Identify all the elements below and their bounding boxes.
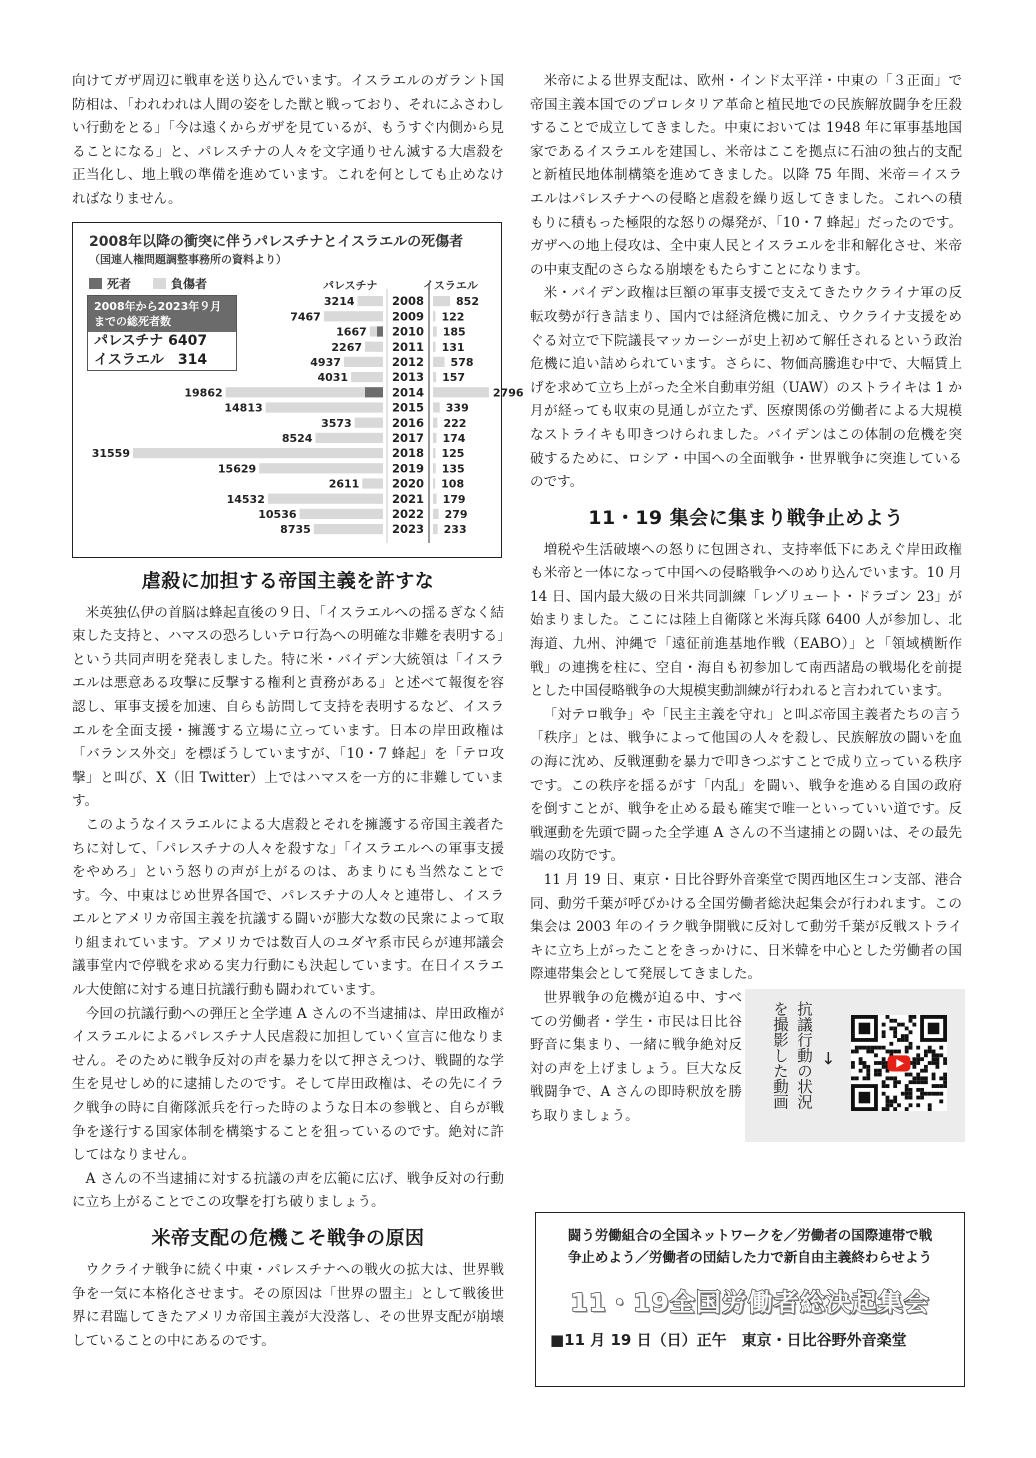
bar-israel-injured: [433, 493, 437, 503]
year-label: 2010: [391, 324, 425, 339]
bar-israel-injured: [433, 478, 435, 488]
qr-module: [932, 1073, 936, 1077]
qr-module: [912, 1076, 916, 1080]
data-label-israel: 179: [442, 492, 466, 506]
total-deaths-israel: イスラエル 314: [94, 351, 208, 368]
qr-module: [886, 1084, 890, 1088]
qr-module: [866, 1073, 870, 1077]
header-palestine: パレスチナ: [323, 278, 378, 292]
bar-palestine-injured: [324, 311, 383, 321]
qr-module: [882, 1065, 886, 1069]
qr-module: [893, 1034, 897, 1038]
total-deaths-box: [87, 295, 237, 371]
qr-module: [909, 1042, 913, 1046]
qr-module: [851, 1061, 855, 1065]
qr-module: [901, 1023, 905, 1027]
data-label-palestine: 14532: [226, 492, 265, 506]
bar-israel-injured: [433, 508, 439, 518]
total-deaths-header-line2: までの総死者数: [94, 314, 171, 328]
qr-module: [886, 1096, 890, 1100]
qr-module: [909, 1092, 913, 1096]
qr-module: [889, 1042, 893, 1046]
paragraph: 世界戦争の危機が迫る中、すべての労働者・学生・市民は日比谷野音に集まり、一緒に戦争絶対反対の声を上げましょう。巨大な反戦闘争で、A さんの即時釈放を勝ち取りましょう。: [530, 989, 742, 1124]
qr-module: [905, 1088, 909, 1092]
qr-module: [909, 1073, 913, 1077]
qr-module: [893, 1099, 897, 1103]
bar-israel-injured: [433, 524, 438, 534]
qr-module: [935, 1061, 939, 1065]
qr-module: [916, 1076, 920, 1080]
qr-module: [905, 1050, 909, 1054]
qr-module: [939, 1092, 943, 1096]
qr-module: [886, 1015, 890, 1019]
qr-module: [878, 1046, 882, 1050]
qr-module: [943, 1076, 947, 1080]
qr-module: [893, 1076, 897, 1080]
paragraph: 米・バイデン政権は巨額の軍事支援で支えてきたウクライナ軍の反転攻勢が行き詰まり、国内では経済危機に加え、ウクライナ支援をめぐる対立で下院議長マッカーシーが史上初めて解任されるという政治危機に追い詰められています。さらに、物価高騰進む中で、大幅賃上げを求めて立ち上がった全米自動車労組（UAW）のストライキは 1 か月が経っても収束の見通しが立たず、医療関係の労働者による大規模なストライキも叩きつけられました。バイデンはこの体制の危機を突破するために、ロシア・中国への全面戦争・世界戦争に突進しているのです。: [530, 285, 962, 491]
qr-module: [882, 1061, 886, 1065]
casualty-chart: [72, 222, 524, 558]
qr-module: [928, 1107, 932, 1111]
qr-module: [870, 1046, 874, 1050]
qr-module: [851, 1065, 855, 1069]
chart-title: 2008年以降の衝突に伴うパレスチナとイスラエルの死傷者: [89, 233, 464, 250]
qr-module: [916, 1088, 920, 1092]
qr-section: [530, 987, 962, 1147]
section-heading: 11・19 集会に集まり戦争止めよう: [588, 506, 904, 529]
qr-module: [916, 1103, 920, 1107]
qr-module: [916, 1046, 920, 1050]
data-label-palestine: 4031: [317, 370, 349, 384]
bar-palestine-injured: [300, 508, 383, 518]
qr-module: [874, 1046, 878, 1050]
data-label-palestine: 31559: [91, 446, 130, 460]
bar-palestine-injured: [266, 402, 383, 412]
data-label-israel: 222: [443, 416, 467, 430]
bar-palestine-injured: [226, 387, 383, 397]
qr-module: [886, 1099, 890, 1103]
qr-module: [943, 1080, 947, 1084]
qr-module: [920, 1076, 924, 1080]
qr-module: [928, 1050, 932, 1054]
qr-module: [912, 1023, 916, 1027]
qr-module: [909, 1103, 913, 1107]
bar-palestine-injured: [268, 493, 383, 503]
qr-module: [935, 1092, 939, 1096]
qr-finder: [859, 1092, 871, 1104]
qr-module: [882, 1057, 886, 1061]
paragraph: A さんの不当逮捕に対する抗議の声を広範に広げ、戦争反対の行動に立ち上がることでこの攻撃を打ち破りましょう。: [72, 1170, 504, 1211]
paragraph: ウクライナ戦争に続く中東・パレスチナへの戦火の拡大は、世界戦争を一気に本格化させます。その原因は「世界の盟主」として戦後世界に君臨してきたアメリカ帝国主義が大没落し、その世界支配が崩壊していることの中にあるのです。: [72, 1262, 504, 1349]
year-label: 2018: [391, 445, 425, 460]
qr-module: [928, 1103, 932, 1107]
data-label-israel: 131: [441, 340, 465, 354]
qr-module: [893, 1050, 897, 1054]
qr-module: [909, 1088, 913, 1092]
qr-module: [882, 1107, 886, 1111]
qr-module: [897, 1038, 901, 1042]
qr-module: [928, 1092, 932, 1096]
qr-finder: [928, 1023, 940, 1035]
chart-subtitle: （国連人権問題調整事務所の資料より）: [89, 252, 287, 266]
qr-module: [932, 1076, 936, 1080]
qr-module: [916, 1073, 920, 1077]
qr-module: [870, 1050, 874, 1054]
qr-module: [939, 1046, 943, 1050]
bar-palestine-injured: [365, 341, 383, 351]
qr-module: [893, 1019, 897, 1023]
qr-module: [916, 1057, 920, 1061]
legend-injured-label: 負傷者: [171, 276, 208, 291]
paragraph: このようなイスラエルによる大虐殺とそれを擁護する帝国主義者たちに対して、「パレスチナの人々を殺すな」「イスラエルへの軍事支援をやめろ」という怒りの声が上がるのは、あまりにも当然なことです。今、中東はじめ世界各国で、パレスチナの人々と連帯し、イスラエルとアメリカ帝国主義を抗議する闘いが膨大な数の民衆によって取り組まれています。アメリカでは数百人のユダヤ系市民らが連邦議会議事堂内で停戦を求める実力行動にも決起しています。在日イスラエル大使館に対する連日抗議行動も闘われています。: [72, 816, 504, 999]
qr-module: [939, 1053, 943, 1057]
qr-module: [943, 1057, 947, 1061]
qr-module: [932, 1053, 936, 1057]
data-label-israel: 233: [443, 522, 467, 536]
qr-caption-line1: 抗議行動の状況: [795, 1000, 813, 1110]
qr-module: [878, 1069, 882, 1073]
qr-module: [886, 1076, 890, 1080]
qr-module: [932, 1061, 936, 1065]
notice-slogan-line2: 争止めよう／労働者の団結した力で新自由主義終わらせよう: [567, 1250, 933, 1266]
data-label-palestine: 2267: [331, 340, 363, 354]
qr-module: [889, 1050, 893, 1054]
data-label-palestine: 15629: [217, 461, 257, 475]
year-label: 2014: [391, 384, 425, 399]
legend-injured-swatch: [153, 278, 166, 289]
rally-date-venue: ■11 月 19 日（日）正午 東京・日比谷野外音楽堂: [550, 1331, 907, 1349]
qr-module: [851, 1050, 855, 1054]
data-label-palestine: 8524: [281, 431, 313, 445]
year-label: 2009: [391, 308, 425, 323]
qr-module: [932, 1050, 936, 1054]
qr-module: [878, 1061, 882, 1065]
rally-title: 11・19全国労働者総決起集会: [570, 1288, 930, 1317]
bar-palestine-deaths: [365, 387, 383, 397]
qr-module: [886, 1103, 890, 1107]
qr-module: [901, 1092, 905, 1096]
bar-israel-injured: [433, 432, 436, 442]
qr-module: [878, 1073, 882, 1077]
data-label-israel: 125: [441, 446, 465, 460]
data-label-israel: 122: [441, 309, 465, 323]
qr-module: [939, 1084, 943, 1088]
bar-palestine-injured: [314, 524, 383, 534]
qr-finder: [859, 1023, 871, 1035]
qr-module: [928, 1046, 932, 1050]
data-label-palestine: 4937: [310, 355, 341, 369]
year-label: 2008: [391, 293, 425, 308]
data-label-palestine: 3214: [323, 294, 355, 308]
qr-module: [912, 1065, 916, 1069]
year-label: 2019: [391, 460, 425, 475]
qr-module: [905, 1046, 909, 1050]
bar-palestine-injured: [362, 478, 383, 488]
data-label-israel: 185: [442, 325, 466, 339]
qr-module: [866, 1046, 870, 1050]
paragraph: 向けてガザ周辺に戦車を送り込んでいます。イスラエルのガラント国防相は、「われわれは人間の姿をした獣と戦っており、それにふさわしい行動をとる」「今は遠くからガザを見ているが、もうすぐ内側から見ることになる」と、パレスチナの人々を文字通りせん滅する大虐殺を正当化し、地上戦の準備を進めています。これを何としても止めなければなりません。: [72, 73, 504, 207]
data-label-israel: 852: [456, 294, 480, 308]
bar-israel-injured: [433, 402, 440, 412]
chart-canvas: [73, 223, 524, 557]
qr-module: [874, 1053, 878, 1057]
qr-module: [882, 1023, 886, 1027]
data-label-israel: 135: [441, 461, 465, 475]
qr-module: [893, 1107, 897, 1111]
qr-module: [889, 1103, 893, 1107]
qr-code-icon[interactable]: [851, 1015, 947, 1111]
qr-module: [889, 1019, 893, 1023]
bar-palestine-injured: [133, 448, 383, 458]
legend-deaths-swatch: [89, 278, 102, 289]
qr-module: [893, 1084, 897, 1088]
qr-module: [924, 1050, 928, 1054]
notice-slogan-line1: 闘う労働組合の全国ネットワークを／労働者の国際連帯で戦: [567, 1228, 933, 1244]
qr-module: [916, 1053, 920, 1057]
bar-israel-injured: [433, 387, 489, 397]
paragraph: 米英独仏伊の首脳は蜂起直後の９日、「イスラエルへの揺るぎなく結束した支持と、ハマスの恐ろしいテロ行為への明確な非難を表明する」という共同声明を発表しました。特に米・バイデン大統領は「イスラエルは悪意ある攻撃に反撃する権利と責務がある」と述べて報復を容認し、軍事支援を加速、自らも訪問して支持を表明するなど、イスラエルを全面支援・擁護する立場に立っています。日本の岸田政権は「バランス外交」を標ぼうしていますが、「10・7 蜂起」を「テロ攻撃」と叫び、X（旧 Twitter）上ではハマスを一方的に非難しています。: [72, 604, 504, 810]
qr-module: [859, 1046, 863, 1050]
qr-module: [909, 1015, 913, 1019]
qr-module: [855, 1050, 859, 1054]
qr-module: [874, 1069, 878, 1073]
data-label-israel: 174: [442, 431, 466, 445]
qr-module: [882, 1080, 886, 1084]
bar-israel-injured: [433, 296, 450, 306]
qr-module: [863, 1046, 867, 1050]
qr-module: [855, 1076, 859, 1080]
qr-module: [920, 1080, 924, 1084]
total-deaths-header-line1: 2008年から2023年９月: [94, 299, 222, 313]
paragraph: 今回の抗議行動への弾圧と全学連 A さんの不当逮捕は、岸田政権がイスラエルによるパレスチナ人民虐殺に加担していく宣言に他なりません。そのために戦争反対の声を暴力を以て押さえつけ、戦闘的な学生を見せしめ的に逮捕したのです。そして岸田政権は、その先にイラク戦争の時に自衛隊派兵を行った時のような日本の参戦と、自らが戦争を遂行する国家体制を構築することを狙っているのです。絶対に許してはなりません。: [72, 1005, 504, 1164]
data-label-palestine: 8735: [280, 522, 311, 536]
qr-module: [897, 1023, 901, 1027]
qr-module: [905, 1026, 909, 1030]
bar-palestine-injured: [315, 432, 383, 442]
qr-module: [924, 1065, 928, 1069]
paragraph: 11 月 19 日、東京・日比谷野外音楽堂で関西地区生コン支部、港合同、動労千葉が呼びかける全国労働者総決起集会が行われます。この集会は 2003 年のイラク戦争開戦に反対して動労千葉が反戦ストライキに立ち上がったことをきっかけに、日米韓を中心とした労働者の国際連帯集会として発展してきました。: [530, 872, 962, 983]
qr-module: [897, 1080, 901, 1084]
bar-israel-injured: [433, 448, 436, 458]
video-qr-panel[interactable]: [745, 989, 965, 1142]
total-deaths-header: [88, 296, 236, 332]
qr-module: [882, 1034, 886, 1038]
qr-module: [939, 1076, 943, 1080]
year-label: 2016: [391, 415, 425, 430]
qr-module: [882, 1030, 886, 1034]
qr-module: [920, 1096, 924, 1100]
qr-module: [893, 1026, 897, 1030]
qr-module: [924, 1053, 928, 1057]
qr-module: [935, 1053, 939, 1057]
bar-palestine-injured: [355, 417, 383, 427]
paragraph: 「対テロ戦争」や「民主主義を守れ」と叫ぶ帝国主義者たちの言う「秩序」とは、戦争によって他国の人々を殺し、民族解放の闘いを血の海に沈め、反戦運動を暴力で叩きつぶすことで成り立っている秩序です。この秩序を揺るがす「内乱」を闘い、戦争を進める自国の政府を倒すことが、戦争を止める最も確実で唯一といっていい道です。反戦運動を先頭で闘った全学連 A さんの不当逮捕との闘いは、その最先端の攻防です。: [530, 706, 962, 865]
qr-module: [866, 1050, 870, 1054]
section-heading: 虐殺に加担する帝国主義を許すな: [141, 569, 435, 592]
data-label-palestine: 3573: [321, 416, 352, 430]
rally-notice-box: [535, 1212, 965, 1387]
qr-caption-line2: を撮影した動画: [771, 1000, 789, 1110]
qr-module: [920, 1088, 924, 1092]
bar-israel-injured: [433, 311, 435, 321]
qr-module: [886, 1107, 890, 1111]
data-label-palestine: 10536: [258, 507, 297, 521]
qr-module: [897, 1103, 901, 1107]
qr-module: [920, 1057, 924, 1061]
total-deaths-palestine: パレスチナ 6407: [94, 332, 208, 349]
year-label: 2022: [391, 506, 425, 521]
data-label-israel: 157: [442, 370, 466, 384]
bar-israel-injured: [433, 326, 437, 336]
qr-module: [889, 1076, 893, 1080]
bar-palestine-injured: [344, 356, 383, 366]
qr-module: [924, 1076, 928, 1080]
bar-palestine-injured: [259, 463, 383, 473]
data-label-palestine: 7467: [290, 309, 321, 323]
qr-module: [893, 1030, 897, 1034]
qr-module: [924, 1069, 928, 1073]
qr-module: [943, 1073, 947, 1077]
data-label-palestine: 14813: [224, 401, 263, 415]
data-label-palestine: 1667: [336, 325, 367, 339]
qr-module: [901, 1034, 905, 1038]
bar-palestine-injured: [358, 296, 383, 306]
header-israel: イスラエル: [423, 278, 478, 292]
qr-module: [939, 1099, 943, 1103]
qr-module: [893, 1096, 897, 1100]
qr-module: [924, 1080, 928, 1084]
qr-module: [863, 1061, 867, 1065]
qr-module: [928, 1061, 932, 1065]
qr-module: [863, 1076, 867, 1080]
qr-module: [905, 1038, 909, 1042]
qr-module: [920, 1069, 924, 1073]
year-label: 2015: [391, 400, 425, 415]
qr-module: [886, 1050, 890, 1054]
data-label-palestine: 19862: [184, 385, 223, 399]
year-label: 2021: [391, 491, 425, 506]
qr-module: [874, 1073, 878, 1077]
qr-module: [912, 1057, 916, 1061]
qr-module: [859, 1069, 863, 1073]
qr-module: [916, 1096, 920, 1100]
qr-module: [912, 1015, 916, 1019]
paragraph: 増税や生活破壊への怒りに包囲され、支持率低下にあえぐ岸田政権も米帝と一体になって中国への侵略戦争へのめり込んでいます。10 月 14 日、国内最大級の日米共同訓練「レゾリュート・ドラゴン 23」が始まりました。ここには陸上自衛隊と米海兵隊 6400 人が参加し、北海道、九州、沖縄で「遠征前進基地作戦（EABO）」と「領域横断作戦」の連携を柱に、空自・海自も初参加して南西諸島の戦場化を前提とした中国侵略戦争の大規模実動訓練が行われると言われています。: [530, 541, 962, 700]
qr-module: [943, 1061, 947, 1065]
qr-module: [851, 1076, 855, 1080]
qr-module: [909, 1046, 913, 1050]
qr-module: [912, 1080, 916, 1084]
data-label-israel: 339: [445, 401, 469, 415]
year-label: 2020: [391, 476, 425, 491]
year-label: 2017: [391, 430, 425, 445]
year-label: 2012: [391, 354, 425, 369]
qr-module: [943, 1084, 947, 1088]
qr-module: [932, 1057, 936, 1061]
bar-israel-injured: [433, 463, 436, 473]
qr-module: [935, 1065, 939, 1069]
qr-module: [889, 1026, 893, 1030]
qr-module: [901, 1038, 905, 1042]
qr-module: [909, 1030, 913, 1034]
qr-module: [905, 1073, 909, 1077]
data-label-israel: 108: [441, 477, 465, 491]
qr-module: [905, 1084, 909, 1088]
qr-module: [912, 1061, 916, 1065]
qr-module: [866, 1065, 870, 1069]
qr-module: [882, 1046, 886, 1050]
data-label-israel: 279: [444, 507, 468, 521]
qr-module: [905, 1107, 909, 1111]
year-label: 2011: [391, 339, 425, 354]
bar-israel-injured: [433, 372, 436, 382]
qr-module: [924, 1092, 928, 1096]
qr-module: [859, 1061, 863, 1065]
qr-module: [897, 1050, 901, 1054]
qr-module: [893, 1080, 897, 1084]
qr-module: [889, 1099, 893, 1103]
year-label: 2013: [391, 369, 425, 384]
left-column: [72, 70, 524, 1353]
qr-module: [935, 1057, 939, 1061]
qr-module: [909, 1019, 913, 1023]
section-heading: 米帝支配の危機こそ戦争の原因: [151, 1227, 425, 1249]
right-column: [530, 70, 962, 1147]
qr-module: [916, 1061, 920, 1065]
qr-module: [909, 1080, 913, 1084]
qr-module: [905, 1096, 909, 1100]
bar-israel-injured: [433, 417, 437, 427]
legend-deaths-label: 死者: [107, 276, 132, 291]
bar-israel-injured: [433, 341, 436, 351]
qr-module: [855, 1046, 859, 1050]
bar-israel-injured: [433, 356, 445, 366]
qr-module: [916, 1080, 920, 1084]
bar-palestine-injured: [351, 372, 383, 382]
qr-module: [866, 1076, 870, 1080]
qr-module: [905, 1092, 909, 1096]
data-label-israel: 578: [450, 355, 474, 369]
qr-module: [866, 1069, 870, 1073]
legend-injured: [153, 275, 207, 292]
year-label: 2023: [391, 521, 425, 536]
qr-module: [932, 1092, 936, 1096]
data-label-palestine: 2611: [328, 477, 360, 491]
qr-module: [920, 1092, 924, 1096]
qr-module: [882, 1092, 886, 1096]
legend-deaths: [89, 275, 131, 292]
data-label-israel: 2796: [492, 385, 524, 399]
bar-palestine-deaths: [377, 326, 383, 336]
qr-module: [882, 1084, 886, 1088]
qr-module: [859, 1057, 863, 1061]
qr-module: [905, 1034, 909, 1038]
arrow-right-icon: →: [818, 1050, 838, 1066]
qr-module: [909, 1096, 913, 1100]
qr-module: [935, 1084, 939, 1088]
qr-module: [932, 1084, 936, 1088]
qr-module: [863, 1065, 867, 1069]
paragraph: 米帝による世界支配は、欧州・インド太平洋・中東の「３正面」で帝国主義本国でのプロレタリア革命と植民地での民族解放闘争を圧殺することで成立してきました。中東においては 1948 年に軍事基地国家であるイスラエルを建国し、米帝はここを拠点に石油の独占的支配と新植民地体制構築を進めてきました。以降 75 年間、米帝＝イスラエルはパレスチナへの侵略と虐殺を繰り返してきました。これへの積もりに積もった極限的な怒りの爆発が、「10・7 蜂起」だったのです。ガザへの地上侵攻は、全中東人民とイスラエルを非和解化させ、米帝の中東支配のさらなる崩壊をもたらすことになります。: [530, 73, 962, 278]
qr-module: [874, 1061, 878, 1065]
